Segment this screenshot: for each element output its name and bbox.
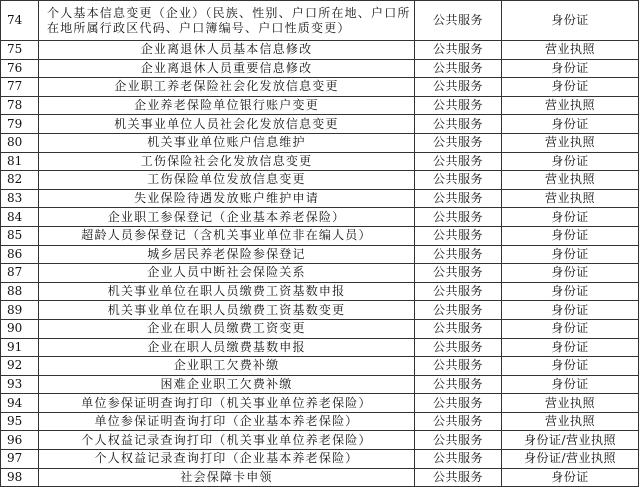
service-name-cell: 失业保险待遇发放账户维护申请 <box>39 189 415 208</box>
service-name-cell: 企业离退休人员基本信息修改 <box>39 41 415 60</box>
service-category-cell: 公共服务 <box>415 133 502 152</box>
required-material-cell: 身份证 <box>502 245 639 264</box>
service-category-cell: 公共服务 <box>415 375 502 394</box>
row-number-cell: 93 <box>1 375 39 394</box>
service-name-cell: 个人权益记录查询打印（企业基本养老保险） <box>39 450 415 469</box>
table-row <box>1 133 639 152</box>
table-row <box>1 468 639 487</box>
service-category-cell: 公共服务 <box>415 264 502 283</box>
required-material-cell: 身份证 <box>502 338 639 357</box>
service-category-cell: 公共服务 <box>415 319 502 338</box>
service-category-cell: 公共服务 <box>415 468 502 487</box>
row-number-cell: 84 <box>1 208 39 227</box>
service-name-cell: 单位参保证明查询打印（企业基本养老保险） <box>39 412 415 431</box>
row-number-cell: 87 <box>1 264 39 283</box>
table-row <box>1 171 639 190</box>
service-name-cell: 企业在职人员缴费基数申报 <box>39 338 415 357</box>
service-category-cell: 公共服务 <box>415 431 502 450</box>
table-row <box>1 264 639 283</box>
row-number-cell: 88 <box>1 282 39 301</box>
service-name-cell: 超龄人员参保登记（含机关事业单位非在编人员） <box>39 226 415 245</box>
table-row <box>1 357 639 376</box>
row-number-cell: 98 <box>1 468 39 487</box>
row-number-cell: 85 <box>1 226 39 245</box>
required-material-cell: 身份证 <box>502 1 639 41</box>
service-category-cell: 公共服务 <box>415 96 502 115</box>
service-table-body <box>1 1 639 487</box>
table-row <box>1 450 639 469</box>
table-row <box>1 1 639 41</box>
row-number-cell: 92 <box>1 357 39 376</box>
row-number-cell: 77 <box>1 78 39 97</box>
row-number-cell: 79 <box>1 115 39 134</box>
required-material-cell: 营业执照 <box>502 189 639 208</box>
row-number-cell: 97 <box>1 450 39 469</box>
required-material-cell: 身份证 <box>502 357 639 376</box>
required-material-cell: 身份证 <box>502 78 639 97</box>
table-row <box>1 412 639 431</box>
service-name-cell: 企业养老保险单位银行账户变更 <box>39 96 415 115</box>
service-name-cell: 个人权益记录查询打印（机关事业单位养老保险） <box>39 431 415 450</box>
table-row <box>1 226 639 245</box>
table-row <box>1 282 639 301</box>
service-name-cell: 机关事业单位人员社会化发放信息变更 <box>39 115 415 134</box>
service-category-cell: 公共服务 <box>415 59 502 78</box>
table-row <box>1 394 639 413</box>
service-name-cell: 企业职工参保登记（企业基本养老保险） <box>39 208 415 227</box>
service-name-cell: 机关事业单位账户信息维护 <box>39 133 415 152</box>
table-row <box>1 59 639 78</box>
row-number-cell: 83 <box>1 189 39 208</box>
table-row <box>1 431 639 450</box>
required-material-cell: 身份证 <box>502 152 639 171</box>
service-name-cell: 个人基本信息变更（企业）（民族、性别、户口所在地、户口所在地所属行政区代码、户口簿编号、户口性质变更） <box>39 1 415 41</box>
required-material-cell: 身份证 <box>502 115 639 134</box>
row-number-cell: 78 <box>1 96 39 115</box>
row-number-cell: 82 <box>1 171 39 190</box>
required-material-cell: 营业执照 <box>502 41 639 60</box>
row-number-cell: 86 <box>1 245 39 264</box>
service-name-cell: 工伤保险社会化发放信息变更 <box>39 152 415 171</box>
service-name-cell: 企业职工欠费补缴 <box>39 357 415 376</box>
table-row <box>1 96 639 115</box>
table-row <box>1 78 639 97</box>
row-number-cell: 89 <box>1 301 39 320</box>
row-number-cell: 75 <box>1 41 39 60</box>
required-material-cell: 身份证 <box>502 226 639 245</box>
service-category-cell: 公共服务 <box>415 301 502 320</box>
required-material-cell: 营业执照 <box>502 171 639 190</box>
service-category-cell: 公共服务 <box>415 226 502 245</box>
row-number-cell: 81 <box>1 152 39 171</box>
required-material-cell: 营业执照 <box>502 96 639 115</box>
service-category-cell: 公共服务 <box>415 189 502 208</box>
service-category-cell: 公共服务 <box>415 282 502 301</box>
table-row <box>1 319 639 338</box>
required-material-cell: 营业执照 <box>502 133 639 152</box>
row-number-cell: 80 <box>1 133 39 152</box>
required-material-cell: 身份证/营业执照 <box>502 450 639 469</box>
table-row <box>1 245 639 264</box>
required-material-cell: 营业执照 <box>502 412 639 431</box>
table-row <box>1 338 639 357</box>
service-name-cell: 企业在职人员缴费工资变更 <box>39 319 415 338</box>
row-number-cell: 96 <box>1 431 39 450</box>
service-category-cell: 公共服务 <box>415 1 502 41</box>
required-material-cell: 营业执照 <box>502 394 639 413</box>
required-material-cell: 身份证 <box>502 264 639 283</box>
row-number-cell: 74 <box>1 1 39 41</box>
required-material-cell: 身份证 <box>502 319 639 338</box>
service-category-cell: 公共服务 <box>415 152 502 171</box>
service-name-cell: 机关事业单位在职人员缴费工资基数申报 <box>39 282 415 301</box>
required-material-cell: 身份证 <box>502 375 639 394</box>
service-category-cell: 公共服务 <box>415 41 502 60</box>
required-material-cell: 身份证 <box>502 301 639 320</box>
service-name-cell: 社会保障卡申领 <box>39 468 415 487</box>
service-name-cell: 城乡居民养老保险参保登记 <box>39 245 415 264</box>
service-category-cell: 公共服务 <box>415 115 502 134</box>
service-category-cell: 公共服务 <box>415 245 502 264</box>
service-category-cell: 公共服务 <box>415 78 502 97</box>
table-row <box>1 208 639 227</box>
table-row <box>1 152 639 171</box>
row-number-cell: 91 <box>1 338 39 357</box>
required-material-cell: 身份证 <box>502 282 639 301</box>
service-category-cell: 公共服务 <box>415 171 502 190</box>
table-row <box>1 115 639 134</box>
service-name-cell: 工伤保险单位发放信息变更 <box>39 171 415 190</box>
table-row <box>1 41 639 60</box>
table-row <box>1 375 639 394</box>
row-number-cell: 94 <box>1 394 39 413</box>
required-material-cell: 身份证 <box>502 208 639 227</box>
service-name-cell: 企业人员中断社会保险关系 <box>39 264 415 283</box>
service-category-cell: 公共服务 <box>415 450 502 469</box>
service-name-cell: 企业职工养老保险社会化发放信息变更 <box>39 78 415 97</box>
service-name-cell: 企业离退休人员重要信息修改 <box>39 59 415 78</box>
service-category-cell: 公共服务 <box>415 208 502 227</box>
required-material-cell: 身份证 <box>502 468 639 487</box>
service-category-cell: 公共服务 <box>415 338 502 357</box>
required-material-cell: 身份证 <box>502 59 639 78</box>
service-category-cell: 公共服务 <box>415 394 502 413</box>
row-number-cell: 95 <box>1 412 39 431</box>
service-name-cell: 单位参保证明查询打印（机关事业单位养老保险） <box>39 394 415 413</box>
table-row <box>1 301 639 320</box>
service-name-cell: 机关事业单位在职人员缴费工资基数变更 <box>39 301 415 320</box>
required-material-cell: 身份证/营业执照 <box>502 431 639 450</box>
service-category-cell: 公共服务 <box>415 357 502 376</box>
service-name-cell: 困难企业职工欠费补缴 <box>39 375 415 394</box>
service-category-cell: 公共服务 <box>415 412 502 431</box>
row-number-cell: 76 <box>1 59 39 78</box>
table-row <box>1 189 639 208</box>
row-number-cell: 90 <box>1 319 39 338</box>
